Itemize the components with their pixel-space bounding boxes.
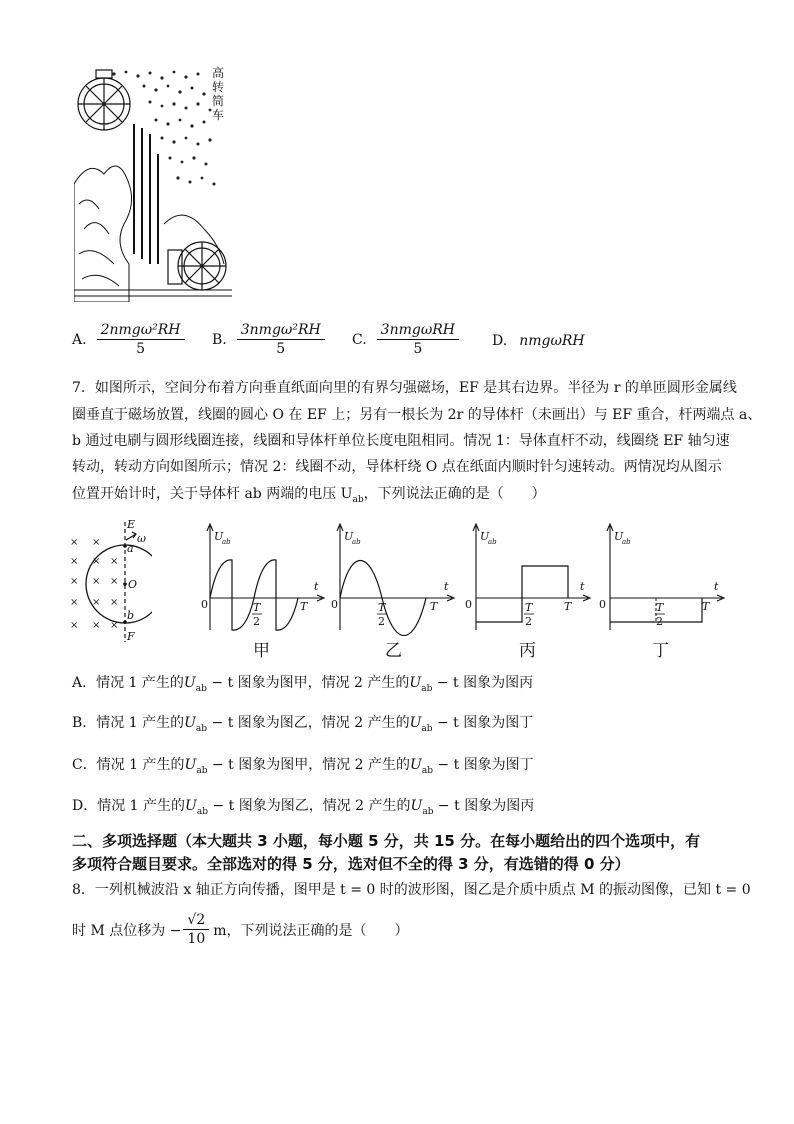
minus-t: − t [207, 757, 239, 773]
q7-line-4: 转动，转动方向如图所示；情况 2：线圈不动，导体杆绕 O 点在纸面内顺时针匀速转动。两情况均从图示 [72, 459, 722, 475]
label-O: O [128, 578, 138, 591]
graph-label-ding: 丁 [652, 641, 669, 661]
minus-t: − t [432, 675, 464, 691]
tick-T: T [430, 600, 438, 613]
q6-option-a[interactable] [72, 322, 185, 357]
graph-bing [462, 518, 592, 636]
tick-T: T [702, 600, 710, 613]
graph-label-yi: 乙 [385, 641, 402, 661]
minus-t: − t [432, 757, 464, 773]
minus-t: − t [206, 675, 238, 691]
choice-end: 图象为图丁 [463, 757, 534, 773]
q7-choice-d[interactable] [72, 795, 534, 817]
y-label-sub: ab [352, 538, 361, 546]
uab-sub: ab [421, 765, 433, 776]
graph-label-bing: 丙 [519, 641, 536, 661]
q7-choice-b[interactable] [72, 712, 533, 734]
fraction-numerator: 3nmgω²RH [237, 322, 325, 340]
uab: U [183, 675, 196, 691]
q7-line-1: 7．如图所示，空间分布着方向垂直纸面向里的有界匀强磁场，EF 是其右边界。半径为 r 的单匝圆形金属线 [72, 380, 737, 396]
q8-line-2-post: m，下列说法正确的是（ ） [213, 922, 409, 939]
uab: U [184, 715, 196, 731]
caption-char: 筒 [211, 94, 224, 108]
option-letter: D. [492, 333, 508, 349]
x-label: t [580, 580, 585, 593]
y-label-sub: ab [222, 538, 231, 546]
fraction-numerator: √2 [183, 912, 209, 930]
svg-text:×: × [70, 576, 79, 587]
water-wheel-illustration [74, 64, 232, 302]
q7-line-3: b 通过电刷与圆形线圈连接，线圈和导体杆单位长度电阻相同。情况 1：导体直杆不动，线圈绕 EF 轴匀速 [72, 433, 730, 449]
label-F: F [127, 630, 135, 643]
graph-label-jia: 甲 [253, 641, 270, 661]
svg-text:×: × [70, 597, 79, 608]
q6-option-c[interactable] [352, 322, 459, 357]
q7-line-5 [72, 484, 546, 510]
choice-prefix: C．情况 1 产生的 [72, 757, 185, 773]
graph-jia [198, 518, 328, 636]
choice-prefix: A．情况 1 产生的 [72, 675, 184, 691]
illustration-caption [210, 66, 226, 122]
tick-half-num: T [656, 601, 664, 614]
q7-line-5-end: ，下列说法正确的是（ ） [363, 486, 546, 502]
origin-label: 0 [201, 598, 208, 611]
magnetic-field-figure [66, 518, 152, 644]
option-letter: B. [212, 331, 227, 348]
uab-sub: ab [421, 683, 433, 694]
choice-mid: 图象为图乙，情况 2 产生的 [237, 715, 410, 731]
svg-text:×: × [92, 620, 101, 631]
tick-half-den: 2 [378, 615, 385, 628]
displacement-fraction [183, 912, 209, 947]
svg-text:×: × [70, 556, 79, 567]
uab-subscript: ab [352, 494, 364, 505]
tick-T: T [300, 600, 308, 613]
uab: U [409, 675, 422, 691]
uab: U [409, 715, 422, 731]
fraction-denominator: 5 [413, 341, 423, 357]
choice-prefix: D．情况 1 产生的 [72, 798, 186, 814]
uab-sub: ab [196, 806, 208, 817]
uab: U [185, 798, 197, 814]
section-heading-line-2: 多项符合题目要求。全部选对的得 5 分，选对但不全的得 3 分，有选错的得 0 分） [72, 855, 630, 873]
option-fraction [97, 322, 185, 357]
svg-text:×: × [110, 556, 119, 567]
svg-text:×: × [110, 597, 119, 608]
label-a: a [127, 542, 134, 555]
choice-mid: 图象为图甲，情况 2 产生的 [238, 757, 411, 773]
uab: U [410, 798, 423, 814]
option-fraction [377, 322, 459, 357]
svg-text:×: × [92, 537, 101, 548]
fraction-denominator: 5 [136, 341, 145, 357]
svg-text:×: × [92, 556, 101, 567]
q8-line-1: 8．一列机械波沿 x 轴正方向传播，图甲是 t = 0 时的波形图，图乙是介质中质点 M 的振动图像，已知 t = 0 [72, 882, 751, 898]
choice-mid: 图象为图乙，情况 2 产生的 [238, 798, 411, 814]
q7-choice-a[interactable] [72, 672, 533, 694]
minus-t: − t [208, 798, 239, 814]
tick-half-den: 2 [525, 615, 532, 628]
svg-text:×: × [110, 576, 119, 587]
option-expression: nmgωRH [519, 333, 585, 349]
choice-prefix: B．情况 1 产生的 [72, 715, 185, 731]
y-label: U [214, 530, 224, 543]
fraction-numerator: 2nmgω²RH [97, 322, 185, 340]
tick-half-den: 2 [656, 615, 663, 628]
svg-text:×: × [110, 620, 119, 631]
q6-option-b[interactable] [212, 322, 325, 357]
svg-text:×: × [92, 597, 101, 608]
y-label-sub: ab [622, 538, 631, 546]
caption-char: 高 [211, 66, 224, 80]
origin-label: 0 [331, 598, 338, 611]
uab-sub: ab [421, 723, 433, 734]
label-omega: ω [137, 532, 146, 545]
option-letter: A. [72, 331, 87, 348]
uab: U [410, 757, 422, 773]
uab-sub: ab [195, 723, 208, 734]
x-label: t [714, 580, 719, 593]
fraction-denominator: 5 [276, 341, 286, 357]
label-E: E [127, 518, 136, 531]
choice-mid: 图象为图甲，情况 2 产生的 [237, 675, 410, 691]
y-label: U [344, 530, 354, 543]
tick-half-num: T [525, 601, 533, 614]
uab-sub: ab [196, 765, 208, 776]
origin-label: 0 [465, 598, 472, 611]
option-fraction [237, 322, 325, 357]
choice-end: 图象为图丁 [463, 715, 534, 731]
minus-t: − t [432, 715, 464, 731]
option-letter: C. [352, 331, 367, 348]
tick-half-den: 2 [253, 615, 260, 628]
q8-line-2 [72, 912, 409, 947]
q7-line-5-text: 位置开始计时，关于导体杆 ab 两端的电压 U [72, 486, 353, 502]
caption-char: 转 [211, 80, 224, 94]
tick-half-num: T [378, 601, 386, 614]
section-heading-line-1: 二、多项选择题（本大题共 3 小题，每小题 5 分，共 15 分。在每小题给出的四个选项中，有 [72, 832, 701, 850]
tick-T: T [564, 600, 572, 613]
uab-sub: ab [422, 806, 434, 817]
graph-yi [328, 518, 458, 636]
x-label: t [444, 580, 449, 593]
y-label: U [480, 530, 490, 543]
svg-text:×: × [92, 576, 101, 587]
uab-sub: ab [195, 683, 207, 694]
x-label: t [314, 580, 319, 593]
svg-text:×: × [70, 620, 79, 631]
origin-label: 0 [599, 598, 606, 611]
field-x-mark: × [70, 537, 79, 548]
minus-t: − t [433, 798, 465, 814]
fraction-numerator: 3nmgωRH [377, 322, 459, 340]
choice-end: 图象为图丙 [464, 798, 535, 814]
q8-line-2-pre: 时 M 点位移为 − [72, 922, 182, 939]
y-label: U [614, 530, 624, 543]
fraction-denominator: 10 [187, 931, 206, 947]
caption-char: 车 [211, 108, 224, 122]
q7-line-2: 圈垂直于磁场放置，线圈的圆心 O 在 EF 上；另有一根长为 2r 的导体杆（未画出）与 EF 重合，杆两端点 a、 [72, 407, 762, 423]
q6-option-d[interactable] [492, 333, 585, 349]
q7-choice-c[interactable] [72, 754, 534, 776]
tick-half-num: T [253, 601, 261, 614]
y-label-sub: ab [488, 538, 497, 546]
label-b: b [127, 609, 135, 622]
minus-t: − t [207, 715, 238, 731]
uab: U [184, 757, 197, 773]
choice-end: 图象为图丙 [463, 675, 534, 691]
graph-ding [598, 518, 728, 636]
